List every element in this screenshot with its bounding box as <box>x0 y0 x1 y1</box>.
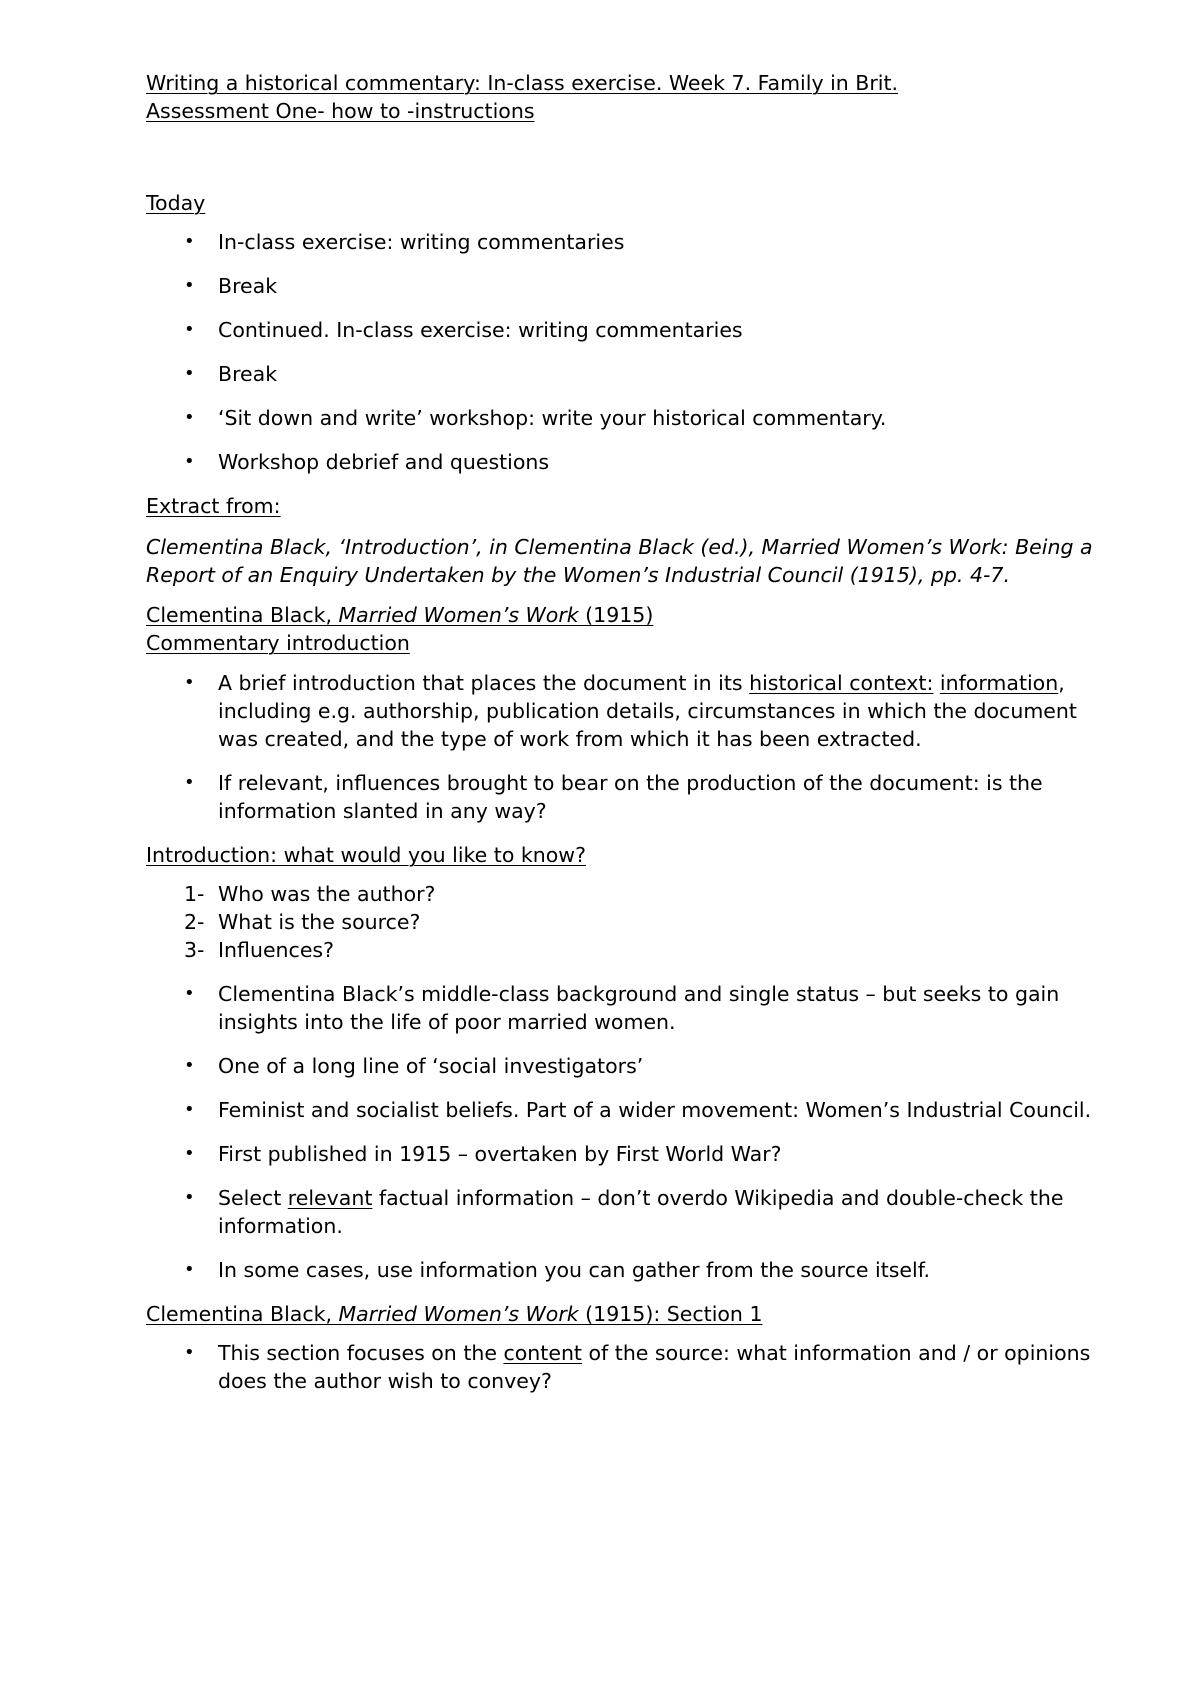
list-item: • Break <box>146 360 1100 388</box>
list-item: • In-class exercise: writing commentaries <box>146 228 1100 256</box>
list-item: • Continued. In-class exercise: writing commentaries <box>146 316 1100 344</box>
list-item: • This section focuses on the content of the source: what information and / or opinions does the author wish to convey? <box>146 1339 1100 1395</box>
extract-heading: Extract from: <box>146 494 281 518</box>
commentary-title: Clementina Black, Married Women’s Work (1915) <box>146 603 654 627</box>
list-item: 2- What is the source? <box>184 910 421 934</box>
title-line-1: Writing a historical commentary: In-class exercise. Week 7. Family in Brit. <box>146 71 899 95</box>
intro-heading: Introduction: what would you like to know? <box>146 843 586 867</box>
list-item: • One of a long line of ‘social investigators’ <box>146 1052 1100 1080</box>
list-item: • First published in 1915 – overtaken by First World War? <box>146 1140 1100 1168</box>
today-heading: Today <box>146 191 206 215</box>
list-item: • If relevant, influences brought to bear on the production of the document: is the information slanted in any way? <box>146 769 1100 825</box>
intro-list <box>146 980 1100 1284</box>
extract-citation: Clementina Black, ‘Introduction’, in Clementina Black (ed.), Married Women’s Work: Being a Report of an Enquiry Undertaken by the Women’s Industrial Council (1915), pp. 4-7. <box>146 535 1093 587</box>
list-item: • Select relevant factual information – don’t overdo Wikipedia and double-check the information. <box>146 1184 1100 1240</box>
list-item: • A brief introduction that places the document in its historical context: information, including e.g. authorship, publication details, circumstances in which the document was created, and the type of work from which it has been extracted. <box>146 669 1100 753</box>
list-item: 1- Who was the author? <box>184 882 436 906</box>
commentary-list <box>146 669 1100 825</box>
question-list <box>146 880 1100 964</box>
commentary-subheading: Commentary introduction <box>146 631 410 655</box>
section1-heading: Clementina Black, Married Women’s Work (1915): Section 1 <box>146 1302 763 1326</box>
document-title <box>146 69 1100 125</box>
list-item: • In some cases, use information you can gather from the source itself. <box>146 1256 1100 1284</box>
list-item: • Clementina Black’s middle-class background and single status – but seeks to gain insights into the life of poor married women. <box>146 980 1100 1036</box>
section1-list <box>146 1339 1100 1395</box>
list-item: 3- Influences? <box>184 938 334 962</box>
list-item: • Workshop debrief and questions <box>146 448 1100 476</box>
list-item: • Break <box>146 272 1100 300</box>
title-line-2: Assessment One- how to -instructions <box>146 99 535 123</box>
list-item: • ‘Sit down and write’ workshop: write your historical commentary. <box>146 404 1100 432</box>
list-item: • Feminist and socialist beliefs. Part of a wider movement: Women’s Industrial Council. <box>146 1096 1100 1124</box>
commentary-heading <box>146 601 1100 657</box>
today-list <box>146 228 1100 476</box>
